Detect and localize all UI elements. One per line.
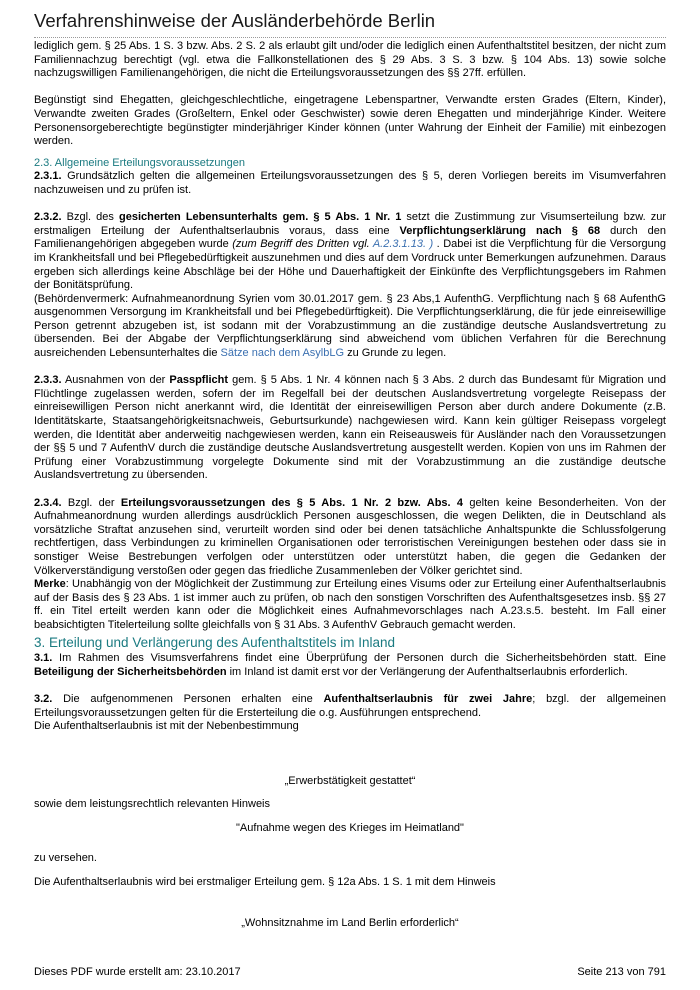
section-number: 2.3.1. — [34, 170, 62, 183]
heading-2-3: 2.3. Allgemeine Erteilungsvoraussetzungen — [34, 156, 245, 169]
title-divider — [34, 37, 666, 38]
paragraph-intro: lediglich gem. § 25 Abs. 1 S. 3 bzw. Abs. 2 S. 2 als erlaubt gilt und/oder die lediglich einen Aufenthaltstitel besitzen, der nicht zum Familiennachzug berechtigt (vgl. etwa die Fallkonstellationen des § 29 Abs. 3 S. 3 bzw. § 104 Abs. 13) sowie solche nachzugswilligen Familienangehörigen, die nicht die Erteilungsvoraussetzungen des §§ 27ff. erfüllen. — [34, 40, 666, 80]
paragraph-beneficiaries: Begünstigt sind Ehegatten, gleichgeschlechtliche, eingetragene Lebenspartner, Verwandte ersten Grades (Eltern, Kinder), Verwandte zweiten Grades (Großeltern, Enkel oder Geschwister) sowie deren Ehegatten und minderjährige Kinder. Weitere Personensorgeberechtigte begünstigter minderjähriger Kinder können (unter Wahrung der Einheit der Familie) mit einbezogen werden. — [34, 94, 666, 148]
hint-line: sowie dem leistungsrechtlich relevanten Hinweis — [34, 798, 271, 811]
section-number: 2.3.3. — [34, 374, 62, 387]
section-2-3-4: 2.3.4. Bzgl. der Erteilungsvoraussetzungen des § 5 Abs. 1 Nr. 2 bzw. Abs. 4 gelten keine Besonderheiten. Von der Aufnahmeanordnung wurden allerdings ausdrücklich Personen ausgeschlossen, die wegen Delikten, die in Deutschland als vorsätzliche Straftat anzusehen sind, verurteilt worden sind oder bei denen tatsächliche Anhaltspunkte die Schlussfolgerung rechtfertigen, dass Verbindungen zu kriminellen Organisationen oder terroristischen Vereinigungen bestehen oder dass sie in sonstiger Weise Bestrebungen verfolgen oder unterstützen oder unterstützt haben, die gegen die Gedanken der Völkerverständigung verstoßen oder gegen das friedliche Zusammenleben der Völker gerichtet sind. — [34, 496, 666, 577]
section-3-1: 3.1. Im Rahmen des Visumsverfahrens findet eine Überprüfung der Personen durch die Sicherheitsbehörden statt. Eine Beteiligung der Sicherheitsbehörden im Inland ist damit erst vor der Verlängerung der Aufenthaltserlaubnis erforderlich. — [34, 652, 666, 678]
link-a-2-3-1-13[interactable]: A.2.3.1.13. ) — [372, 238, 434, 251]
link-asylblg[interactable]: Sätze nach dem AsylbLG — [220, 347, 345, 360]
section-number: 3.1. — [34, 652, 53, 665]
page-title: Verfahrenshinweise der Ausländerbehörde Berlin — [34, 10, 436, 31]
section-2-3-3: 2.3.3. Ausnahmen von der Passpflicht gem. § 5 Abs. 1 Nr. 4 können nach § 3 Abs. 2 durch das Bundesamt für Migration und Flüchtlinge zugelassen werden, sofern der im Regelfall bei der deutschen Auslandsvertretung vorgelegte Reisepass der einreisewilligen Person nicht anerkannt wird, die Identität der einreisewilligen Person aber durch andere Dokumente (z.B. Identitätskarte, Staatsangehörigkeitsnachweis, Geburtsurkunde) nachgewiesen wird. Kann kein gültiger Reisepass vorgelegt werden, die Identität aber anderweitig nachgewiesen werden, kann ein Reiseausweis für Ausländer nach den Voraussetzungen der §§ 5 und 7 AufenthV durch die zuständige deutsche Auslandsvertretung ausgestellt werden. Kopien von uns im Rahmen der Prüfung einer Vorabzustimmung vorgelegte Dokumente sind mit der Vorabzustimmung an die zuständige deutsche Auslandsvertretung zu übersenden. — [34, 374, 666, 482]
document-body — [34, 40, 666, 930]
quote-erwerbstaetigkeit: „Erwerbstätigkeit gestattet“ — [284, 774, 416, 787]
footer-created: Dieses PDF wurde erstellt am: 23.10.2017 — [34, 966, 241, 978]
heading-3: 3. Erteilung und Verlängerung des Aufenthaltstitels im Inland — [34, 634, 395, 650]
section-number: 3.2. — [34, 692, 53, 705]
section-3-2-hint: Die Aufenthaltserlaubnis wird bei erstmaliger Erteilung gem. § 12a Abs. 1 S. 1 mit dem Hinweis — [34, 876, 496, 889]
section-3-2-line: Die Aufenthaltserlaubnis ist mit der Nebenbestimmung — [34, 720, 299, 733]
section-3-2: 3.2. Die aufgenommenen Personen erhalten eine Aufenthaltserlaubnis für zwei Jahre; bzgl. der allgemeinen Erteilungsvoraussetzungen gelten für die Ersterteilung die o.g. Ausführungen entsprechend. — [34, 692, 666, 719]
section-number: 2.3.2. — [34, 211, 62, 224]
section-number: 2.3.4. — [34, 496, 62, 509]
merke-note: Merke: Unabhängig von der Möglichkeit der Zustimmung zur Erteilung eines Visums oder zur Erteilung einer Aufenthaltserlaubnis auf der Basis des § 23 Abs. 1 ist immer auch zu prüfen, ob nach den sonstigen Vorschriften des Aufenthaltsgesetzes insb. §§ 27 ff. ein Titel erteilt werden kann oder die Möglichkeit eines Aufnahmevorschlages nach A.23.s.5. besteht. Im Fall einer beabsichtigten Titelerteilung sollte gleichfalls von § 31 Abs. 3 AufenthV Gebrauch gemacht werden. — [34, 578, 666, 631]
footer-page-number: Seite 213 von 791 — [577, 966, 666, 978]
section-2-3-2-note: (Behördenvermerk: Aufnahmeanordnung Syrien vom 30.01.2017 gem. § 23 Abs,1 AufenthG. Verpflichtung nach § 68 AufenthG ausgenommen Versorgung im Krankheitsfall und bei Pflegebedürftigkeit). Die Verpflichtungserklärung, die für jede einreisewillige Person getrennt abzugeben ist, ist sodann mit der Vorabzustimmung an die zuständige deutsche Auslandsvertretung zu übersenden. Bei der Abgabe der Verpflichtungserklärung sind abweichend vom üblichen Verfahren für die Berechnung ausreichenden Lebensunterhaltes die Sätze nach dem AsylbLG zu Grunde zu legen. — [34, 292, 666, 360]
section-2-3-2: 2.3.2. Bzgl. des gesicherten Lebensunterhalts gem. § 5 Abs. 1 Nr. 1 setzt die Zustimmung zur Visumserteilung bzw. zur erstmaligen Erteilung der Aufenthaltserlaubnis voraus, dass eine Verpflichtungserklärung nach § 68 durch den Familienangehörigen abgegeben wurde (zum Begriff des Dritten vgl. A.2.3.1.13. ) . Dabei ist die Verpflichtung für die Versorgung im Krankheitsfall und bei Pflegebedürftigkeit auszunehmen und dies auf dem Vordruck unter Bemerkungen aufzunehmen. Daraus ergeben sich allerdings keine Abschläge bei der Höhe und Dauerhaftigkeit der Einkünfte des Verpflichtungsgebers im Rahmen der Bonitätsprüfung. — [34, 211, 667, 292]
quote-krieg: "Aufnahme wegen des Krieges im Heimatland" — [236, 821, 464, 834]
quote-wohnsitz: „Wohnsitznahme im Land Berlin erforderlich“ — [241, 916, 459, 929]
versehen-line: zu versehen. — [34, 852, 97, 865]
section-2-3-1: 2.3.1. Grundsätzlich gelten die allgemeinen Erteilungsvoraussetzungen des § 5, deren Vorliegen bereits im Visumverfahren nachzuweisen und zu prüfen ist. — [34, 170, 666, 196]
